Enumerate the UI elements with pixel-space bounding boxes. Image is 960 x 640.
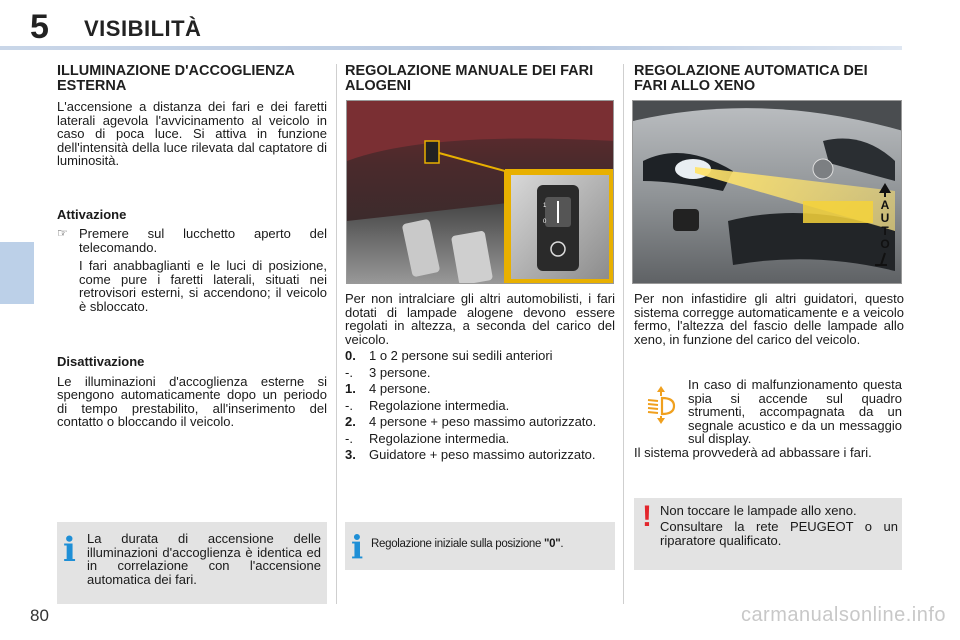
warning-line-2: Consultare la rete PEUGEOT o un riparatore qualificato.: [660, 519, 898, 548]
activation-detail-text: I fari anabbaglianti e le luci di posizione, come pure i faretti laterali, situati nei retrovisori esterni, si accendono; il veicolo è sbloccato.: [79, 258, 327, 314]
chapter-number: 5: [30, 8, 49, 46]
watermark: carmanualsonline.info: [740, 604, 946, 626]
info-box-text: Regolazione iniziale sulla posizione "0".: [371, 538, 564, 550]
chapter-title: VISIBILITÀ: [84, 16, 202, 41]
dashboard-knob-illustration: [347, 101, 614, 284]
section-title: ILLUMINAZIONE D'ACCOGLIENZA ESTERNA: [57, 63, 295, 94]
section-manual-halogen: [345, 64, 615, 94]
info-i-icon: i: [351, 528, 364, 566]
warning-box-xenon: [634, 498, 902, 570]
section-auto-xenon: [634, 64, 904, 94]
list-item: 1. 4 persone.: [345, 381, 431, 396]
info-box-text: La durata di accensione delle illuminazioni d'accoglienza è identica ed in correlazione con l'accensione automatica dei fari.: [87, 531, 321, 587]
pointing-hand-icon: ☞: [57, 226, 68, 240]
activation-heading: Attivazione: [57, 206, 127, 222]
list-item: 0. 1 o 2 persone sui sedili anteriori: [345, 348, 553, 363]
chapter-side-tab: [0, 242, 34, 304]
header-rule: [0, 46, 902, 50]
column-divider-2: [623, 64, 624, 604]
column-divider-1: [336, 64, 337, 604]
fault-warning-text: In caso di malfunzionamento questa spia si accende sul quadro strumenti, accompagnata da un segnale acustico e da un messaggio sul display.: [688, 377, 902, 446]
section-title: REGOLAZIONE MANUALE DEI FARI ALOGENI: [345, 63, 594, 94]
page-number: 80: [30, 606, 49, 625]
auto-arrows: [633, 101, 902, 284]
info-box-welcome-duration: [57, 522, 327, 604]
list-item: 3. Guidatore + peso massimo autorizzato.: [345, 447, 596, 462]
section-title: REGOLAZIONE AUTOMATICA DEI FARI ALLO XENO: [634, 63, 868, 94]
auto-vertical-label: A U T O: [880, 198, 890, 251]
deactivation-heading: Disattivazione: [57, 354, 145, 369]
section-intro: L'accensione a distanza dei fari e dei faretti laterali agevola l'avvicinamento al veicolo in caso di poca luce. Si attiva in funzione dell'intensità della luce rilevata dal captatore di luminosità.: [57, 99, 327, 168]
svg-text:0: 0: [543, 219, 547, 225]
deactivation-text: Le illuminazioni d'accoglienza esterne si spengono automaticamente dopo un periodo di tempo prestabilito, all'inserimento del contatto o bloccando il veicolo.: [57, 373, 327, 429]
list-item: -. 3 persone.: [345, 364, 431, 380]
lower-lamps-text: Il sistema provvederà ad abbassare i fari.: [634, 445, 872, 460]
activation-step-text: Premere sul lucchetto aperto del telecomando.: [79, 226, 327, 255]
headlamp-leveling-warning-icon: [644, 384, 678, 424]
car-front-photo: [632, 100, 902, 284]
section-welcome-lighting: [57, 64, 327, 429]
section-intro: Per non infastidire gli altri guidatori, questo sistema corregge automaticamente e a veicolo fermo, l'altezza del fascio delle lampade allo xeno, in funzione del carico del veicolo.: [634, 291, 904, 347]
exclamation-icon: !: [642, 500, 652, 533]
section-intro: Per non intralciare gli altri automobilisti, i fari dotati di lampade alogene devono essere regolati in altezza, a seconda del carico del veicolo.: [345, 291, 615, 347]
list-item: 2. 4 persone + peso massimo autorizzato.: [345, 414, 597, 429]
manual-halogen-body: [345, 292, 615, 462]
activation-detail: [57, 259, 327, 313]
warning-line-1: Non toccare le lampade allo xeno.: [660, 503, 857, 518]
list-item: -. Regolazione intermedia.: [345, 430, 510, 446]
list-item: -. Regolazione intermedia.: [345, 397, 510, 413]
svg-text:1: 1: [543, 203, 547, 209]
activation-step: [57, 227, 327, 254]
info-i-icon: i: [63, 530, 76, 570]
info-box-initial-position: [345, 522, 615, 570]
load-positions-list: [345, 349, 615, 462]
auto-xenon-body: [634, 292, 904, 346]
dashboard-knob-photo: [346, 100, 614, 284]
